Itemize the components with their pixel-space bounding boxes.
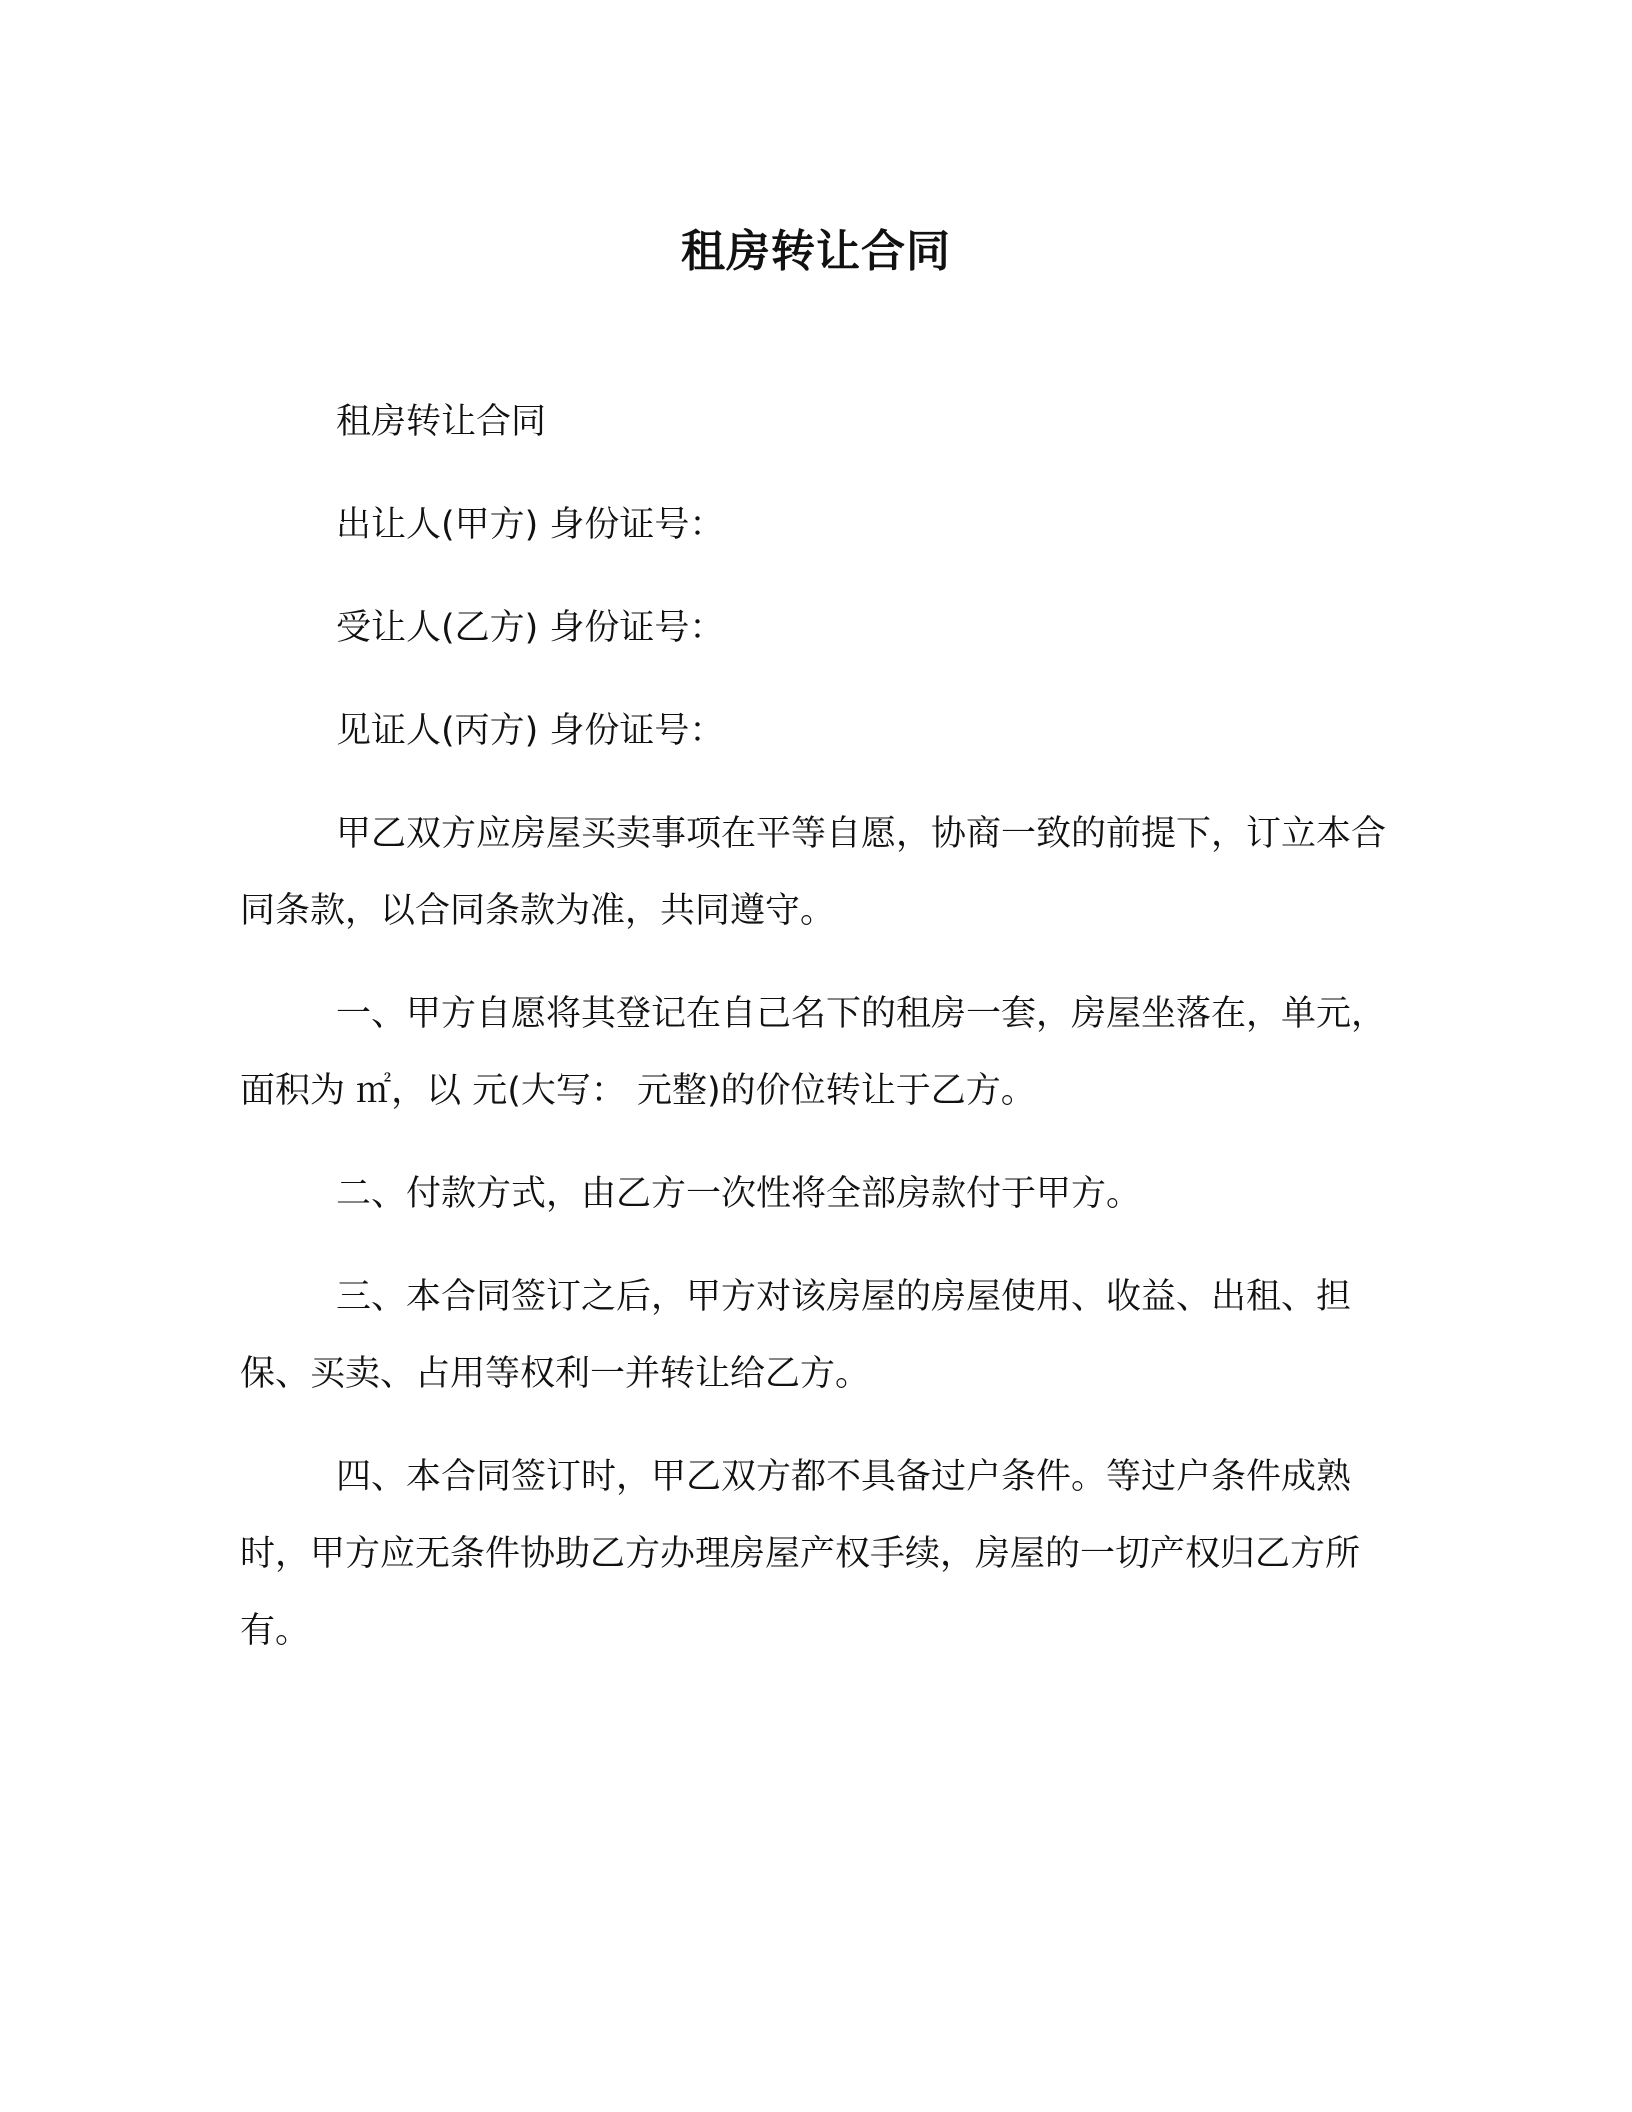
clause-four-paragraph: 四、本合同签订时，甲乙双方都不具备过户条件。等过户条件成熟时，甲方应无条件协助乙方办理房屋产权手续，房屋的一切产权归乙方所有。	[240, 1457, 1361, 1651]
clause-two-paragraph: 二、付款方式，由乙方一次性将全部房款付于甲方。	[336, 1174, 1142, 1214]
clause-three-paragraph: 三、本合同签订之后，甲方对该房屋的房屋使用、收益、出租、担保、买卖、占用等权利一并转让给乙方。	[240, 1277, 1352, 1394]
contract-heading: 租房转让合同	[336, 402, 547, 442]
seller-id-line: 出让人(甲方) 身份证号：	[336, 505, 725, 545]
document-body	[240, 384, 1392, 1696]
document-title: 租房转让合同	[681, 226, 951, 277]
contract-intro-paragraph: 甲乙双方应房屋买卖事项在平等自愿，协商一致的前提下，订立本合同条款，以合同条款为准，共同遵守。	[240, 814, 1387, 931]
buyer-id-line: 受让人(乙方) 身份证号：	[336, 608, 725, 648]
witness-id-line: 见证人(丙方) 身份证号：	[336, 711, 725, 751]
clause-one-paragraph: 一、甲方自愿将其登记在自己名下的租房一套，房屋坐落在，单元，面积为 ㎡，以 元(大写： 元整)的价位转让于乙方。	[240, 994, 1387, 1111]
